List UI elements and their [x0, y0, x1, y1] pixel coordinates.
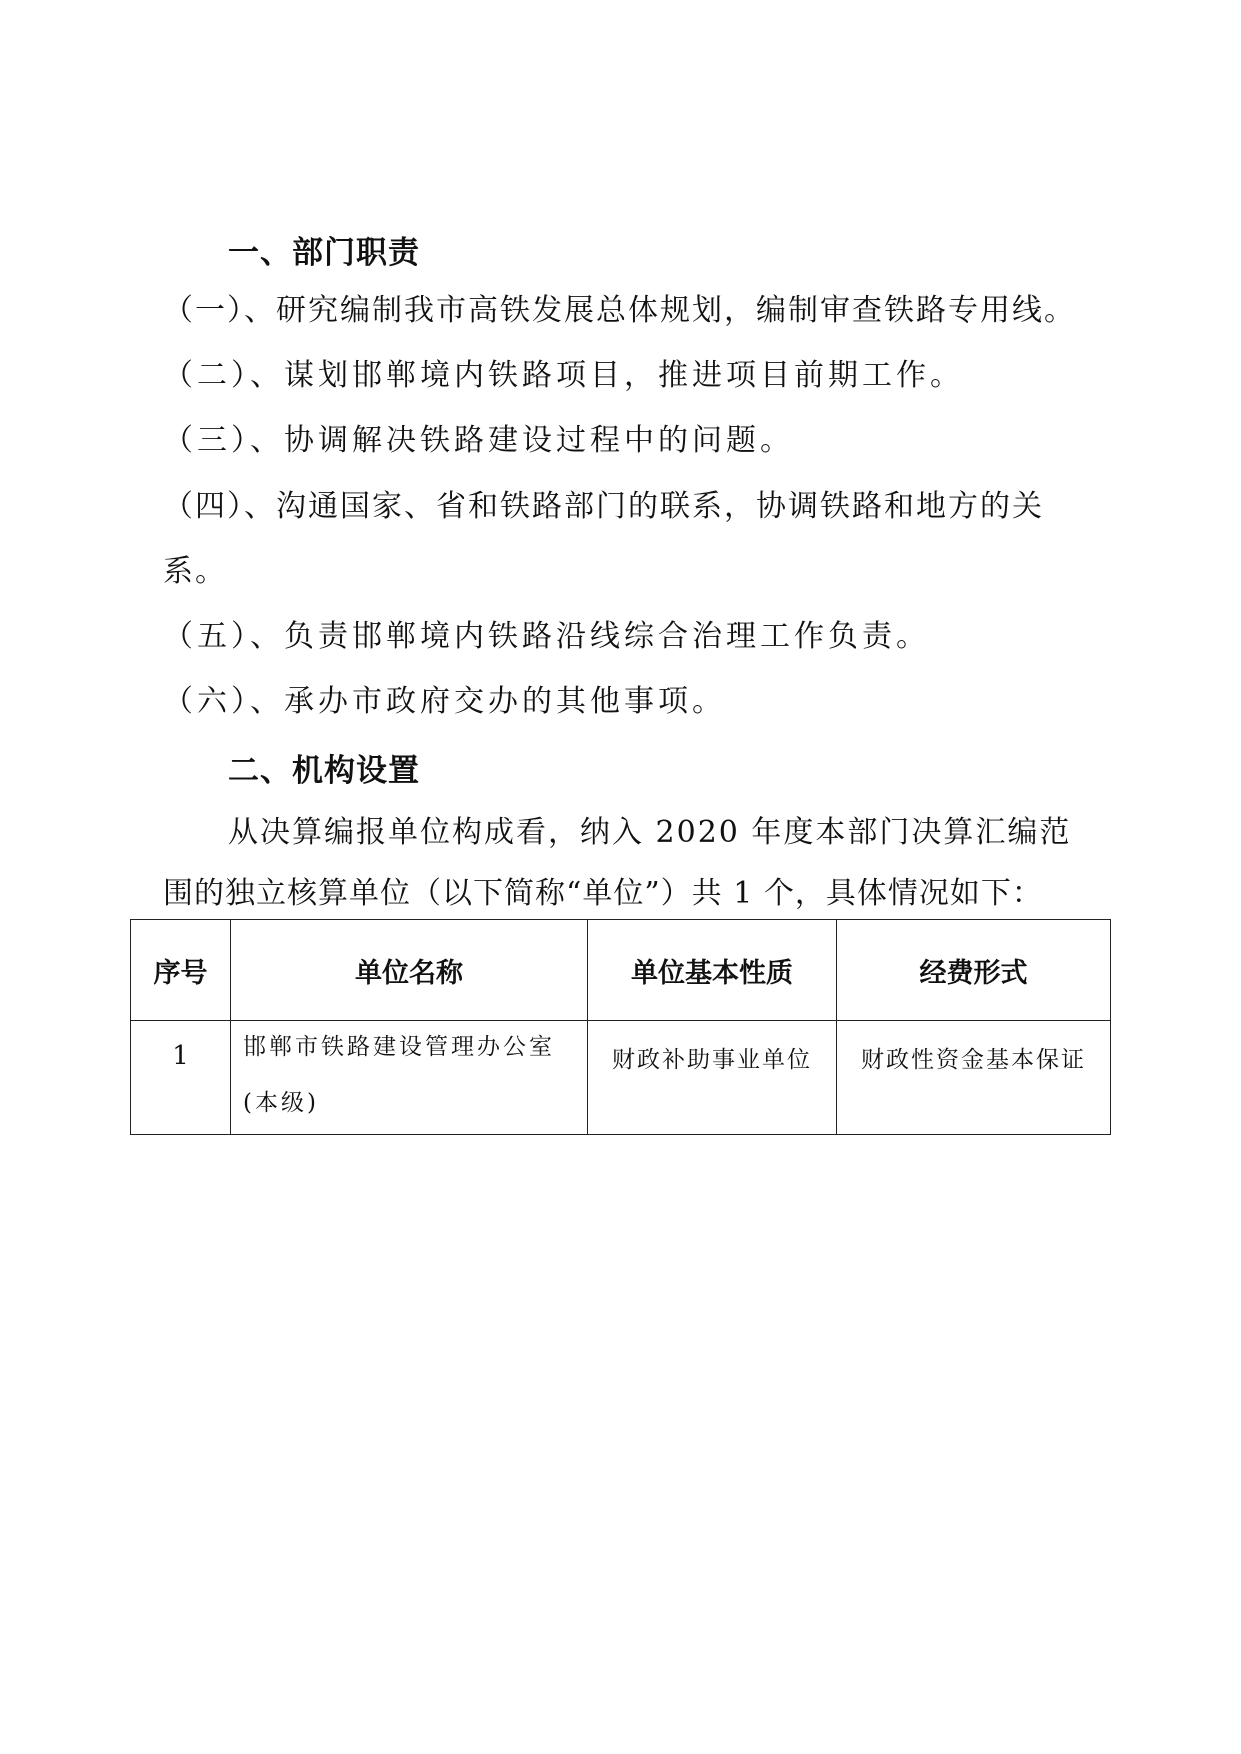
cell-funding-form: 财政性资金基本保证 [837, 1021, 1111, 1135]
organization-paragraph-line-1: 从决算编报单位构成看，纳入 2020 年度本部门决算汇编范 [228, 815, 1072, 850]
duty-item-3: （三）、协调解决铁路建设过程中的问题。 [163, 423, 794, 458]
header-unit-nature: 单位基本性质 [588, 920, 837, 1021]
table-row [131, 1021, 1111, 1135]
unit-name-line-1: 邯郸市铁路建设管理办公室 [243, 1034, 555, 1060]
duty-item-1: （一）、研究编制我市高铁发展总体规划，编制审查铁路专用线。 [163, 293, 1076, 328]
cell-unit-name [231, 1021, 588, 1135]
duty-item-6: （六）、承办市政府交办的其他事项。 [163, 684, 726, 719]
header-unit-name: 单位名称 [231, 920, 588, 1021]
unit-table [130, 919, 1111, 1135]
duty-item-4-continued: 系。 [163, 554, 227, 589]
section-heading-organization: 二、机构设置 [228, 753, 420, 789]
header-funding-form: 经费形式 [837, 920, 1111, 1021]
header-serial-number: 序号 [131, 920, 231, 1021]
table-header-row [131, 920, 1111, 1021]
cell-unit-nature: 财政补助事业单位 [588, 1021, 837, 1135]
cell-serial-number: 1 [131, 1021, 231, 1135]
organization-paragraph-line-2: 围的独立核算单位（以下简称“单位”）共 1 个，具体情况如下： [163, 876, 1043, 911]
duty-item-4: （四）、沟通国家、省和铁路部门的联系，协调铁路和地方的关 [163, 489, 1044, 524]
duty-item-5: （五）、负责邯郸境内铁路沿线综合治理工作负责。 [163, 619, 930, 654]
duty-item-2: （二）、谋划邯郸境内铁路项目，推进项目前期工作。 [163, 358, 964, 393]
section-heading-duties: 一、部门职责 [228, 235, 420, 271]
unit-name-line-2: (本级) [243, 1090, 319, 1116]
